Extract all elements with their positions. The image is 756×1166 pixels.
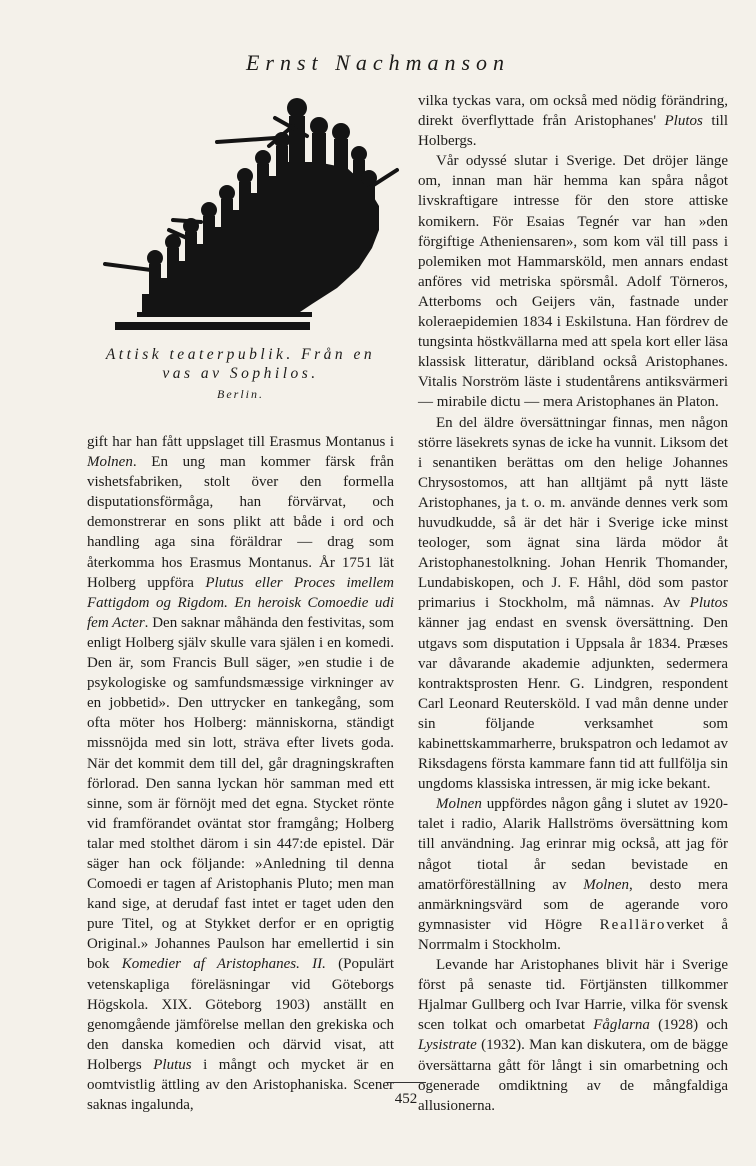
running-head: Ernst Nachmanson — [245, 50, 511, 75]
left-column — [87, 432, 394, 1115]
paragraph: gift har han fått uppslaget till Erasmus Montanus i Molnen. En ung man kommer färsk från vishetsfabriken, stolt över den formella disputationsförmåga, han förvärvat, och demonstrerar en sons plikt att både i ord och handling aga sina föräldrar — drag som återkomma hos Erasmus Montanus. År 1751 lät Holberg uppföra Plutus eller Proces imellem Fattigdom og Rigdom. En heroisk Comoedie udi fem Acter. Den saknar måhända den festivitas, som enligt Holberg själv skulle vara själen i en komedi. Den är, som Francis Bull säger, »en studie i de psykologiske og samfundsmæssige virkninger av en jobbetid». Den uttrycker en tankegång, som ofta möter hos Holberg: människorna, ständigt missnöjda med sin lott, sträva efter livets goda. När det kommit dem till del, går dragningskraften förlorad. Den sanna lyckan hör samman med ett sinne, som är förnöjt med det egna. Stycket rönte vid framförandet oväntat stor framgång; Holberg talar med stolthet därom i sin 447:de epistel. Där säger han ock följande: »Anledning til denna Comoedi er tagen af Aristophanis Pluto; men man kand sige, at derudaf fast intet er taget uden den pure Titel, og at Stykket derfor er en oprigtig Original.» Johannes Paulson har emellertid i sin bok Komedier af Aristophanes. II. (Populärt vetenskapliga föreläsningar vid Göteborgs Högskola. XIX. Göteborg 1903) anställt en genomgående jämförelse mellan den grekiska och den danska komedien och därvid visat, att Holbergs Plutus i mångt och mycket är en oomtvistlig ättling av den Aristophaniska. Scener saknas ingalunda, — [87, 434, 395, 1114]
right-column — [418, 91, 728, 1116]
paragraph: vilka tyckas vara, om också med nödig förändring, direkt överflyttade från Aristophanes' Plutos till Holbergs. — [418, 93, 728, 150]
paragraph: Molnen uppfördes någon gång i slutet av 1920-talet i radio, Alarik Hallströms översättning kom till användning. Jag erinrar mig också, att jag för något tiotal år sedan bevistade en amatörföreställning av Molnen, desto mera anmärkningsvärd som de agerande voro gymnasister vid Högre Realläroverket å Norrmalm i Stockholm. — [418, 796, 729, 953]
caption-location: Berlin. — [217, 387, 264, 401]
paragraph: En del äldre översättningar finnas, men någon större läsekrets synas de icke ha vunnit. Liksom det i senantiken berättas om den helige Johannes Chrysostomos, att han alltjämt på nytt läste Aristophanes, ja t. o. m. använde dennes verk som huvudkudde, så är det här i Sverige icke minst teologer, som ägnat sina lärda mödor åt Aristophanestolkning. Johan Henrik Thomander, Lundabiskopen, och J. F. Håhl, död som pastor primarius i Stockholm, må nämnas. Av Plutos känner jag endast en svensk översättning. Den utgavs som disputation i Uppsala år 1834. Præses var dåvarande akademie adjunkten, sedermera kontraktsprosten Henr. G. Lindgren, respondent Carl Leonard Reutersköld. I vad mån denne under sin följande verksamhet som kabinettskammarherre, brukspatron och ledamot av Riksdagens första kammare fann tid att fullfölja sin ungdoms klassiska intressen, är mig icke bekant. — [418, 414, 728, 793]
caption-title: Attisk teaterpublik. Från en vas av Sophilos. — [105, 346, 376, 382]
theatre-audience-silhouette-icon — [97, 98, 402, 336]
page-number: 452 — [394, 1091, 418, 1107]
paragraph: Vår odyssé slutar i Sverige. Det dröjer länge om, innan man här hemma kan spåra något livskraftigare intresse för den store attiske komikern. För Esaias Tegnér var han »den förgiftige Atheniensaren», som kom väl till pass i polemiken mot Hammarsköld, men annars endast anföres vid metriska spörsmål. Adolf Törneros, Atterboms och Geijers vän, fastnade under koleraepidemien 1834 i Eskilstuna. Han fördrev de tungsinta höstkvällarna med att spela kort eller läsa klassisk litteratur, däribland också Aristophanes. Vitalis Norström läste i studentårens antiksvärmeri — mirabile dictu — mera Aristophanes än Platon. — [418, 153, 728, 411]
paragraph: Levande har Aristophanes blivit här i Sverige först på senaste tid. Förtjänsten tillkommer Hjalmar Gullberg och Ivar Harrie, vilka för svensk scen tolkat och omarbetat Fåglarna (1928) och Lysistrate (1932). Man kan diskutera, om de bägge översättarna gått för långt i sin omarbetning och ogenerade omdiktning av de mångfaldiga allusionerna. — [418, 957, 728, 1114]
folio-rule — [386, 1082, 426, 1083]
figure-caption — [87, 345, 394, 404]
